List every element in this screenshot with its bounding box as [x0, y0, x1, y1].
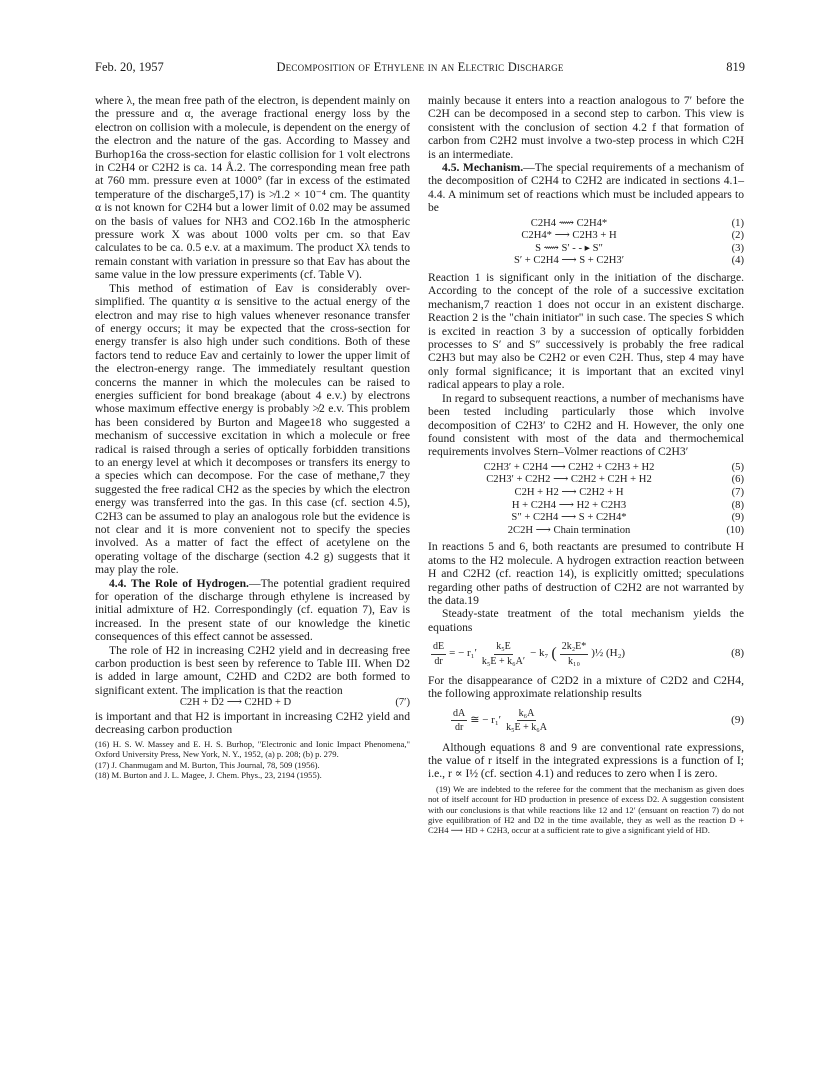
equation-operator: = − r₁′	[449, 647, 477, 660]
reaction-line	[428, 474, 744, 487]
equation-number: (4)	[731, 255, 744, 267]
equation-formula: S′ + C2H4 ⟶ S + C2H3′	[513, 255, 625, 267]
fraction	[560, 640, 589, 668]
reaction-line	[428, 230, 744, 243]
equation-number: (9)	[731, 512, 744, 524]
paragraph: Reaction 1 is significant only in the initiation of the discharge. According to the concept of the role of a successive excitation mechanism,7 reaction 1 does not occur in an existent discharge. Reaction 2 is the "chain initiator" in such case. The species S which is excited in reaction 3 by a succession of optically forbidden processes to S′ and S″ successively is probably the free radical C2H3 but may also be C2H2 or even C2H. Thus, step 4 may have only formal significance; it is important that an excited vinyl radical appears to play a role.	[428, 271, 744, 392]
section-4-5	[428, 161, 744, 215]
equation-formula: C2H4 ⟿ C2H4*	[530, 217, 608, 229]
fraction	[451, 707, 467, 735]
footnotes-left	[95, 739, 410, 781]
footnotes-right	[428, 784, 744, 836]
equation-9	[428, 707, 744, 735]
fraction-denominator: k₁₀	[568, 655, 580, 667]
equation-formula: S ⟿ S′ - - ▸ S″	[535, 242, 603, 254]
paragraph: mainly because it enters into a reaction analogous to 7′ before the C2H can be decomposed in a second step to carbon. This view is consistent with the conclusion of section 4.2 f that formation of carbon from C2H2 must involve a two-step process in which C2H is an intermediate.	[428, 94, 744, 161]
equation-number: (7′)	[395, 697, 410, 709]
fraction-numerator: dA	[451, 707, 467, 721]
footnote: (19) We are indebted to the referee for the comment that the mechanism as given does not of itself account for HD production in presence of excess D2. A suggestion consistent with our conclusions is that while reactions like 12 and 12′ (ensuant on reaction 7) do not give equilibration of H2 and D2 in the time available, they as well as the reaction D + C2H4 ⟶ HD + C2H3, occur at a sufficient rate to give a significant yield of HD.	[428, 783, 744, 836]
reaction-line	[428, 462, 744, 475]
equation-number: (9)	[731, 713, 744, 726]
right-column	[428, 94, 744, 836]
paragraph: For the disappearance of C2D2 in a mixture of C2D2 and C2H4, the following approximate relationship results	[428, 673, 744, 701]
reaction-line	[428, 255, 744, 268]
fraction-numerator: k₅E	[494, 640, 513, 654]
reaction-line	[428, 512, 744, 525]
equation-8	[428, 640, 744, 668]
reaction-line	[428, 218, 744, 231]
equation-number: (6)	[731, 474, 744, 486]
paragraph: is important and that H2 is important in increasing C2H2 yield and decreasing carbon production	[95, 709, 410, 737]
fraction	[480, 640, 527, 668]
equation-formula: C2H + H2 ⟶ C2H2 + H	[514, 486, 624, 498]
fraction-numerator: dE	[431, 640, 446, 654]
reaction-set-2	[428, 462, 744, 538]
section-heading: 4.4. The Role of Hydrogen.	[109, 576, 249, 590]
paragraph: This method of estimation of Eav is considerably over-simplified. The quantity α is sensitive to the actual energy of the electron and may rise to high values whenever resonance transfer of energy occurs; it may be expected that the cross-section for energy transfer is also high under such conditions. Both of these factors tend to reduce Eav and certainly to lower the upper limit of the electron-energy range. The immediately resultant question concerns the manner in which the molecules can be raised to energies sufficient for bond breakage (about 4 e.v.) by electrons whose maximum effective energy is probably ≯2 e.v. This problem has been considered by Burton and Magee18 who suggested a mechanism of successive excitation in which a molecule or free radical is raised through a series of optically forbidden transitions to an energy level at which it decomposes or transfers its energy to a species which can decompose. For the case of methane,7 they suggested the free radical CH2 as the species by which the electron energy was transferred into the gas. In this case (cf. section 4.5), C2H3 can be assumed to play an analogous role but the evidence is not clear and it is more convenient not to specify the species involved. As a matter of fact the effect of acetylene on the operating voltage of the discharge (section 4.2 g) suggests that it may play the role.	[95, 281, 410, 577]
fraction-denominator: k₅E + k₆A′	[481, 655, 526, 667]
equation-number: (8)	[731, 499, 744, 511]
paragraph: —The potential gradient required for operation of the discharge through ethylene is increased by initial admixture of H2. Correspondingly (cf. equation 7), Eav is increased. In the present state of our knowledge the kinetic consequences of this effect cannot be assessed.	[95, 576, 410, 644]
section-heading: 4.5. Mechanism.	[442, 161, 524, 175]
equation-operator: − k₇	[530, 647, 549, 660]
equation-formula: 2C2H ⟶ Chain termination	[507, 524, 631, 536]
equation-formula: C2H + D2 ⟶ C2HD + D	[179, 697, 292, 709]
fraction-denominator: dr	[434, 655, 443, 667]
equation-operator: ≅ − r₁′	[470, 713, 502, 726]
fraction-denominator: k₅E + k₆A	[506, 722, 548, 734]
equation-number: (5)	[731, 461, 744, 473]
paragraph: In reactions 5 and 6, both reactants are presumed to contribute H atoms to the H2 molecule. A hydrogen extraction reaction between H and C2H2 (cf. reaction 14), is explicitly omitted; speculations regarding other paths of destruction of C2H2 are not warranted by the data.19	[428, 540, 744, 607]
paragraph: —The special requirements of a mechanism of the decomposition of C2H4 to C2H2 are indicated in sections 4.1–4.4. A minimum set of reactions which must be included appears to be	[428, 161, 744, 215]
paragraph: Although equations 8 and 9 are conventional rate expressions, the value of r itself in the integrated expressions is a function of I; i.e., r ∝ I½ (cf. section 4.1) and reduces to zero when I is zero.	[428, 740, 744, 781]
fraction	[431, 640, 446, 668]
fraction-numerator: 2k₂E*	[560, 640, 589, 654]
paragraph: The role of H2 in increasing C2H2 yield and in decreasing free carbon production is best seen by reference to Table III. When D2 is added in large amount, C2HD and C2D2 are both formed to significant extent. The implication is that the reaction	[95, 643, 410, 697]
open-paren: (	[551, 645, 557, 663]
equation-tail: )½ (H₂)	[591, 647, 626, 660]
equation-formula: C2H4* ⟶ C2H3 + H	[521, 230, 617, 242]
reaction-line	[428, 525, 744, 538]
section-4-4	[95, 577, 410, 644]
reaction-line	[428, 500, 744, 513]
fraction-denominator: dr	[454, 722, 464, 734]
paragraph: where λ, the mean free path of the electron, is dependent mainly on the pressure and α, the average fractional energy loss by the electron on collision with a molecule, is dependent on the energy of the electron and the nature of the gas. According to Massey and Burhop16a the cross-section for elastic collision for 1 volt electrons in C2H4 or C2H2 is ca. 14 Å.2. The corresponding mean free path at 760 mm. pressure even at 1000° (far in excess of the estimated temperature of the discharge5,17) is ≯1.2 × 10⁻⁴ cm. The quantity α is not known for C2H4 but a lower limit of 0.02 may be assumed on the basis of values for NH3 and CO2.16b In the atmospheric pressure work X was about 1000 volts per cm. so that Eav calculates to be ca. 0.5 e.v. at a maximum. The product Xλ tends to remain constant with variation in pressure so that Eav has about the same value in the low pressure experiments (cf. Table V).	[95, 94, 410, 282]
reaction-set-1	[428, 218, 744, 268]
equation-7-prime	[95, 697, 410, 710]
reaction-line	[428, 487, 744, 500]
reaction-line	[428, 243, 744, 256]
footnote: (18) M. Burton and J. L. Magee, J. Chem. Phys., 23, 2194 (1955).	[95, 769, 322, 780]
header-title: Decomposition of Ethylene in an Electric Discharge	[276, 60, 564, 74]
equation-formula: C2H3′ + C2H4 ⟶ C2H2 + C2H3 + H2	[483, 461, 655, 473]
equation-formula: C2H3′ + C2H2 ⟶ C2H2 + C2H + H2	[486, 474, 652, 486]
running-header	[95, 60, 745, 80]
footnote: (17) J. Chanmugam and M. Burton, This Journal, 78, 509 (1956).	[95, 759, 320, 770]
header-date: Feb. 20, 1957	[95, 60, 164, 74]
paragraph: In regard to subsequent reactions, a number of mechanisms have been tested including particularly those which involve decomposition of C2H3′ to C2H2 and H. However, the only one found consistent with most of the data and thermochemical requirements involves Stern–Volmer reactions of C2H3′	[428, 391, 744, 459]
left-column	[95, 94, 410, 780]
equation-formula: S″ + C2H4 ⟶ S + C2H4*	[511, 512, 627, 524]
equation-number: (1)	[731, 217, 744, 229]
equation-number: (3)	[731, 242, 744, 254]
footnote: (16) H. S. W. Massey and E. H. S. Burhop, "Electronic and Ionic Impact Phenomena," Oxford University Press, New York, N. Y., 1952, (a) p. 208; (b) p. 279.	[95, 738, 410, 760]
equation-number: (7)	[731, 486, 744, 498]
equation-number: (10)	[726, 524, 744, 536]
paragraph: Steady-state treatment of the total mechanism yields the equations	[428, 607, 744, 634]
fraction	[504, 707, 549, 735]
equation-number: (2)	[731, 230, 744, 242]
equation-formula: H + C2H4 ⟶ H2 + C2H3	[511, 499, 627, 511]
equation-number: (8)	[731, 647, 744, 660]
page-number: 819	[726, 60, 745, 74]
fraction-numerator: k₆A	[517, 707, 537, 721]
